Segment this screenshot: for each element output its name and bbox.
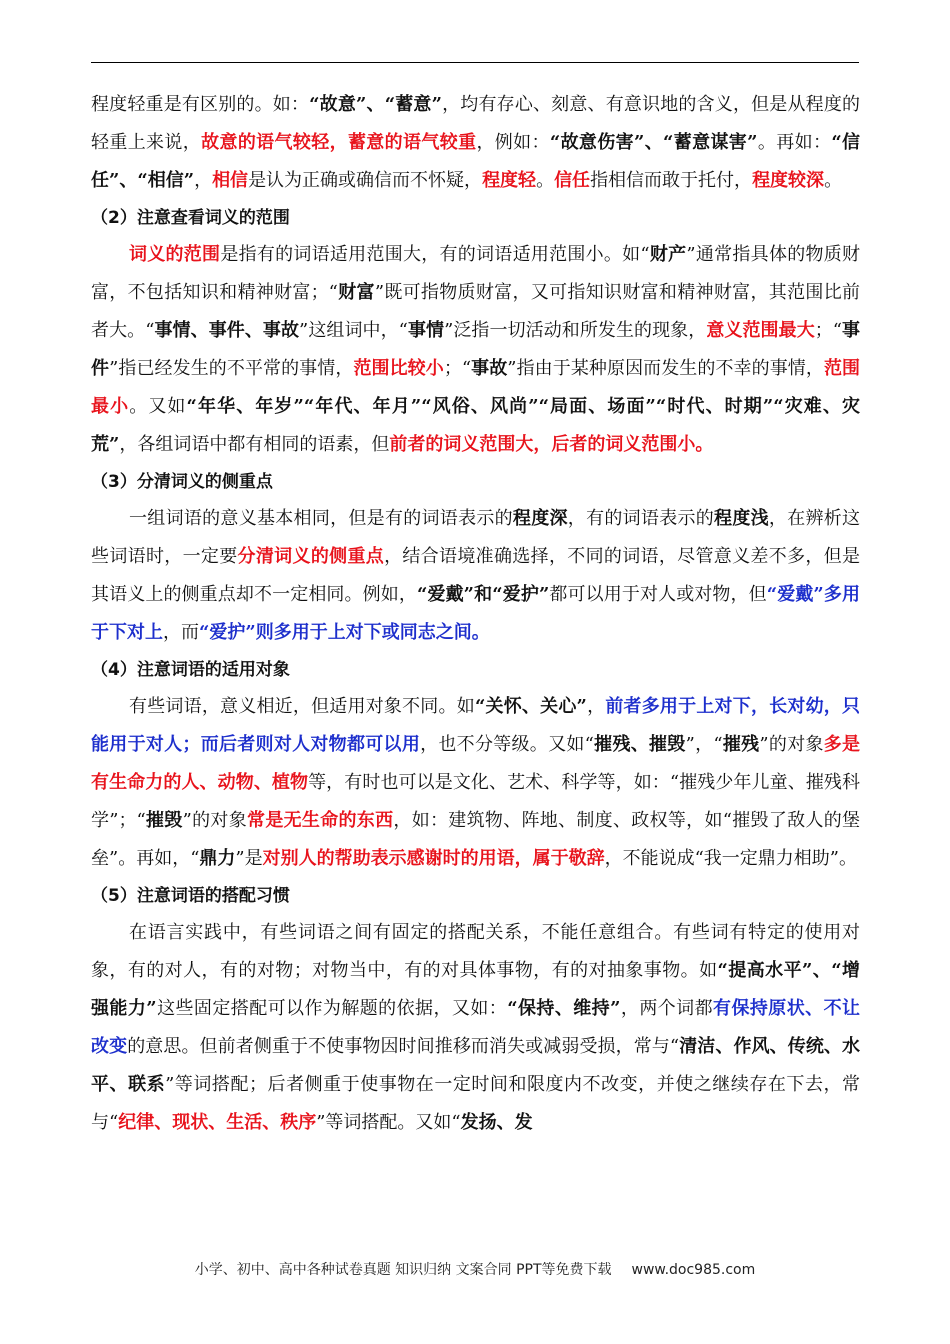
bold-term: “故意”、“蓄意” — [309, 94, 442, 115]
text-run: 程度轻重是有区别的。如： — [91, 94, 310, 115]
text-run: ， — [586, 696, 606, 717]
text-run: ”是 — [235, 848, 263, 869]
text-run: ，也不分等级。又如“ — [420, 734, 594, 755]
paragraph — [91, 236, 860, 464]
text-run: ”等词搭配；后者侧重于使事物在一定时间和限度内不改变，并使之继续存在下去，常与“ — [91, 1074, 861, 1133]
text-run: ，在辨析这些词语时，一定要 — [91, 508, 861, 567]
text-run: ；“ — [814, 320, 842, 341]
bold-term: “故意伤害”、“蓄意谋害” — [549, 132, 758, 153]
text-run: ，不能说成“我一定鼎力相助”。 — [604, 848, 858, 869]
text-run: ”，“ — [685, 734, 723, 755]
text-run: 有些词语，意义相近，但适用对象不同。如 — [129, 696, 475, 717]
bold-term: 事情、事件、事故 — [154, 320, 300, 341]
highlight-red-text: 意义范围最大 — [706, 320, 815, 341]
text-run: 是认为正确或确信而不怀疑， — [248, 170, 483, 191]
text-run: ”等词搭配。又如“ — [316, 1112, 461, 1133]
text-run: 等，有时也可以是文化、艺术、科学等，如：“摧残少年儿童、摧残科学”；“ — [91, 772, 861, 831]
bold-term: 事情 — [407, 320, 445, 341]
paragraph — [91, 914, 860, 1142]
highlight-red-text: 分清词义的侧重点 — [237, 546, 385, 567]
bold-term: “提高水平”、“增强能力” — [91, 960, 861, 1019]
bold-term: “年华、年岁”“年代、年月”“风俗、风尚”“局面、场面”“时代、时期”“灾难、灾荒” — [91, 396, 861, 455]
highlight-red-text: 故意的语气较轻，蓄意的语气较重 — [201, 132, 477, 153]
text-run: 。又如 — [129, 396, 187, 417]
text-run: ，两个词都 — [620, 998, 714, 1019]
bold-term: 程度深 — [512, 508, 568, 529]
section-heading: （3）分清词义的侧重点 — [91, 472, 273, 492]
highlight-red-text: 范围比较小 — [353, 358, 444, 379]
text-run: ”的对象 — [182, 810, 248, 831]
text-run: ，各组词语中都有相同的语素，但 — [119, 434, 390, 455]
text-run: ”既可指物质财富，又可指知识财富和精神财富，其范围比前者大。“ — [91, 282, 860, 341]
highlight-red-text: 常是无生命的东西 — [247, 810, 394, 831]
text-run: ，有的词语表示的 — [567, 508, 715, 529]
highlight-blue-text: “爱戴”多用于下对上 — [91, 584, 861, 643]
bold-term: “关怀、关心” — [474, 696, 587, 717]
text-run: ；“ — [443, 358, 472, 379]
highlight-red-text: 前者的词义范围大，后者的词义范围小。 — [389, 434, 714, 455]
text-run: ”泛指一切活动和所发生的现象， — [444, 320, 707, 341]
document-body — [91, 86, 860, 1142]
highlight-blue-text: 有保持原状、不让改变 — [91, 998, 861, 1057]
highlight-red-text: 相信 — [212, 170, 249, 191]
highlight-blue-text: “爱护”则多用于上对下或同志之间。 — [199, 622, 490, 643]
text-run: ，均有存心、刻意、有意识地的含义，但是从程度的轻重上来说， — [91, 94, 861, 153]
bold-term: “爱戴”和“爱护” — [417, 584, 550, 605]
text-run: ，而 — [163, 622, 199, 643]
highlight-blue-text: 前者多用于上对下，长对幼，只能用于对人；而后者则对人对物都可以用 — [91, 696, 861, 755]
footer-link[interactable]: www.doc985.com — [631, 1262, 756, 1278]
bold-term: “保持、维持” — [507, 998, 621, 1019]
paragraph — [91, 86, 860, 200]
text-run: ”指已经发生的不平常的事情， — [109, 358, 354, 379]
text-run: 。 — [536, 170, 555, 191]
highlight-red-text: 程度较深 — [752, 170, 825, 191]
text-run: 都可以用于对人或对物，但 — [549, 584, 767, 605]
text-run: 。 — [824, 170, 843, 191]
highlight-red-text: 对别人的帮助表示感谢时的用语，属于敬辞 — [262, 848, 605, 869]
highlight-red-text: 范围最小 — [91, 358, 861, 417]
text-run: ，结合语境准确选择，不同的词语，尽管意义差不多，但是其语义上的侧重点却不一定相同。例如， — [91, 546, 861, 605]
highlight-red-text: 信任 — [554, 170, 591, 191]
bold-term: 摧残、摧毁 — [593, 734, 686, 755]
header-rule — [91, 62, 859, 63]
bold-term: 财产 — [649, 244, 687, 265]
text-run: ”通常指具体的物质财富，不包括知识和精神财富；“ — [91, 244, 861, 303]
highlight-red-text: 词义的范围 — [129, 244, 221, 265]
text-run: 。再如： — [757, 132, 832, 153]
bold-term: 鼎力 — [199, 848, 236, 869]
bold-term: 事故 — [471, 358, 508, 379]
text-run: 的意思。但前者侧重于不使事物因时间推移而消失或减弱受损，常与“ — [127, 1036, 680, 1057]
bold-term: 事件 — [91, 320, 861, 379]
section-heading: （2）注意查看词义的范围 — [91, 208, 290, 228]
bold-term: 摧毁 — [145, 810, 183, 831]
highlight-red-text: 程度轻 — [482, 170, 537, 191]
text-run: ”指由于某种原因而发生的不幸的事情， — [507, 358, 824, 379]
bold-term: 程度浅 — [714, 508, 769, 529]
paragraph — [91, 688, 860, 878]
text-run: ”的对象 — [759, 734, 824, 755]
section-heading: （5）注意词语的搭配习惯 — [91, 886, 290, 906]
section-heading: （4）注意词语的适用对象 — [91, 660, 290, 680]
text-run: 一组词语的意义基本相同，但是有的词语表示的 — [129, 508, 513, 529]
bold-term: 发扬、发 — [460, 1112, 533, 1133]
text-run: 这些固定搭配可以作为解题的依据，又如： — [156, 998, 508, 1019]
highlight-red-text: 多是有生命力的人、动物、植物 — [91, 734, 861, 793]
text-run: ”这组词中，“ — [299, 320, 408, 341]
highlight-red-text: 纪律、现状、生活、秩序 — [118, 1112, 317, 1133]
bold-term: 清洁、作风、传统、水平、联系 — [91, 1036, 861, 1095]
text-run: ， — [194, 170, 213, 191]
page-footer — [0, 1259, 950, 1279]
text-run: 是指有的词语适用范围大，有的词语适用范围小。如“ — [220, 244, 650, 265]
text-run: ，例如： — [476, 132, 550, 153]
bold-term: “信任”、“相信” — [91, 132, 861, 191]
bold-term: 财富 — [337, 282, 375, 303]
footer-text: 小学、初中、高中各种试卷真题 知识归纳 文案合同 PPT等免费下载 — [194, 1262, 612, 1278]
text-run: 在语言实践中，有些词语之间有固定的搭配关系，不能任意组合。有些词有特定的使用对象，有的对人，有的对物；对物当中，有的对具体事物，有的对抽象事物。如 — [91, 922, 860, 981]
paragraph — [91, 500, 860, 652]
bold-term: 摧残 — [722, 734, 760, 755]
text-run: 指相信而敢于托付， — [590, 170, 753, 191]
text-run: ，如：建筑物、阵地、制度、政权等，如“摧毁了敌人的堡垒”。再如，“ — [91, 810, 861, 869]
